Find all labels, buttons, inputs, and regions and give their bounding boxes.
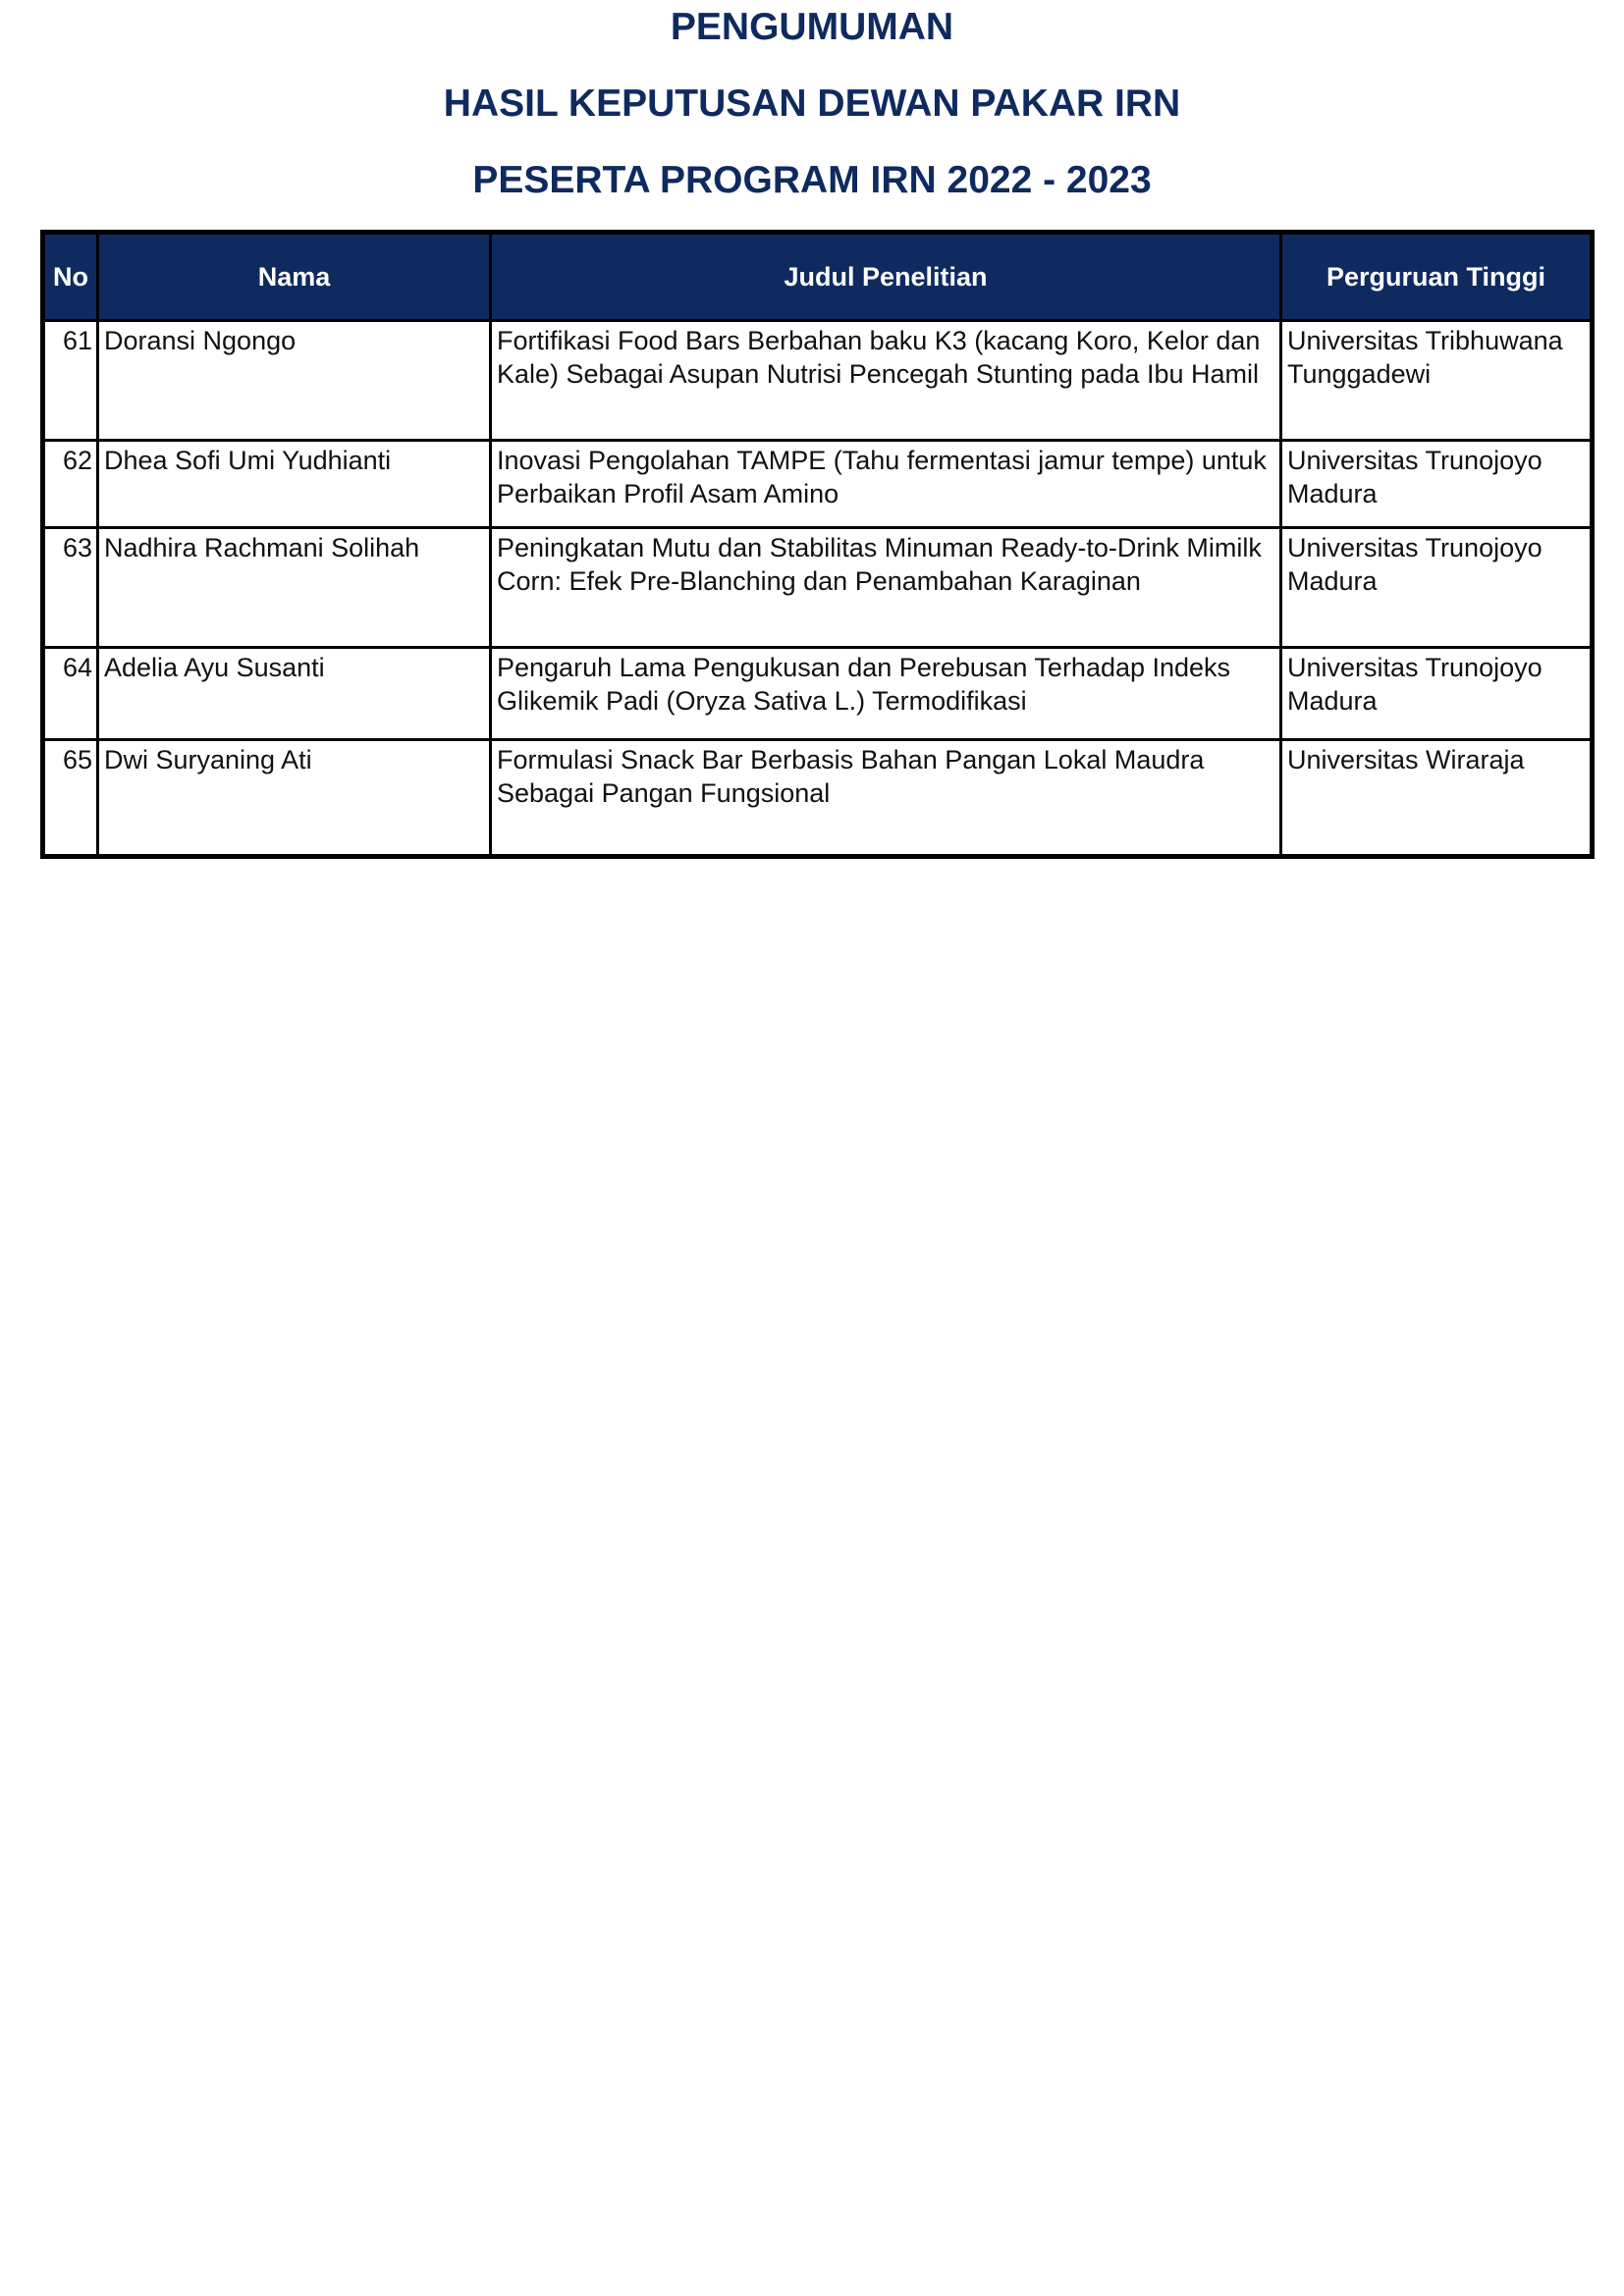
cell-no: 65 [43, 740, 98, 857]
cell-nama: Adelia Ayu Susanti [98, 648, 491, 740]
cell-judul: Peningkatan Mutu dan Stabilitas Minuman Ready-to-Drink Mimilk Corn: Efek Pre-Blanching dan Penambahan Karaginan [491, 528, 1281, 648]
cell-perguruan-tinggi: Universitas Trunojoyo Madura [1281, 528, 1593, 648]
column-header-judul: Judul Penelitian [491, 233, 1281, 321]
cell-nama: Doransi Ngongo [98, 321, 491, 441]
document-subtitle: HASIL KEPUTUSAN DEWAN PAKAR IRN [443, 82, 1181, 125]
document-title: PENGUMUMAN [670, 6, 954, 48]
cell-no: 62 [43, 441, 98, 528]
cell-perguruan-tinggi: Universitas Wiraraja [1281, 740, 1593, 857]
table-header-row [43, 233, 1593, 321]
cell-perguruan-tinggi: Universitas Tribhuwana Tunggadewi [1281, 321, 1593, 441]
cell-no: 61 [43, 321, 98, 441]
table-row [43, 321, 1593, 441]
cell-no: 63 [43, 528, 98, 648]
program-title: PESERTA PROGRAM IRN 2022 - 2023 [472, 159, 1152, 201]
participants-table [40, 230, 1595, 859]
cell-nama: Dwi Suryaning Ati [98, 740, 491, 857]
cell-no: 64 [43, 648, 98, 740]
cell-perguruan-tinggi: Universitas Trunojoyo Madura [1281, 441, 1593, 528]
table-row [43, 648, 1593, 740]
table-row [43, 528, 1593, 648]
cell-nama: Nadhira Rachmani Solihah [98, 528, 491, 648]
column-header-perguruan-tinggi: Perguruan Tinggi [1281, 233, 1593, 321]
cell-perguruan-tinggi: Universitas Trunojoyo Madura [1281, 648, 1593, 740]
cell-judul: Fortifikasi Food Bars Berbahan baku K3 (kacang Koro, Kelor dan Kale) Sebagai Asupan Nutrisi Pencegah Stunting pada Ibu Hamil [491, 321, 1281, 441]
cell-judul: Formulasi Snack Bar Berbasis Bahan Pangan Lokal Maudra Sebagai Pangan Fungsional [491, 740, 1281, 857]
cell-judul: Pengaruh Lama Pengukusan dan Perebusan Terhadap Indeks Glikemik Padi (Oryza Sativa L.) Termodifikasi [491, 648, 1281, 740]
table-row [43, 441, 1593, 528]
cell-nama: Dhea Sofi Umi Yudhianti [98, 441, 491, 528]
cell-judul: Inovasi Pengolahan TAMPE (Tahu fermentasi jamur tempe) untuk Perbaikan Profil Asam Amino [491, 441, 1281, 528]
column-header-nama: Nama [98, 233, 491, 321]
column-header-no: No [43, 233, 98, 321]
table-row [43, 740, 1593, 857]
